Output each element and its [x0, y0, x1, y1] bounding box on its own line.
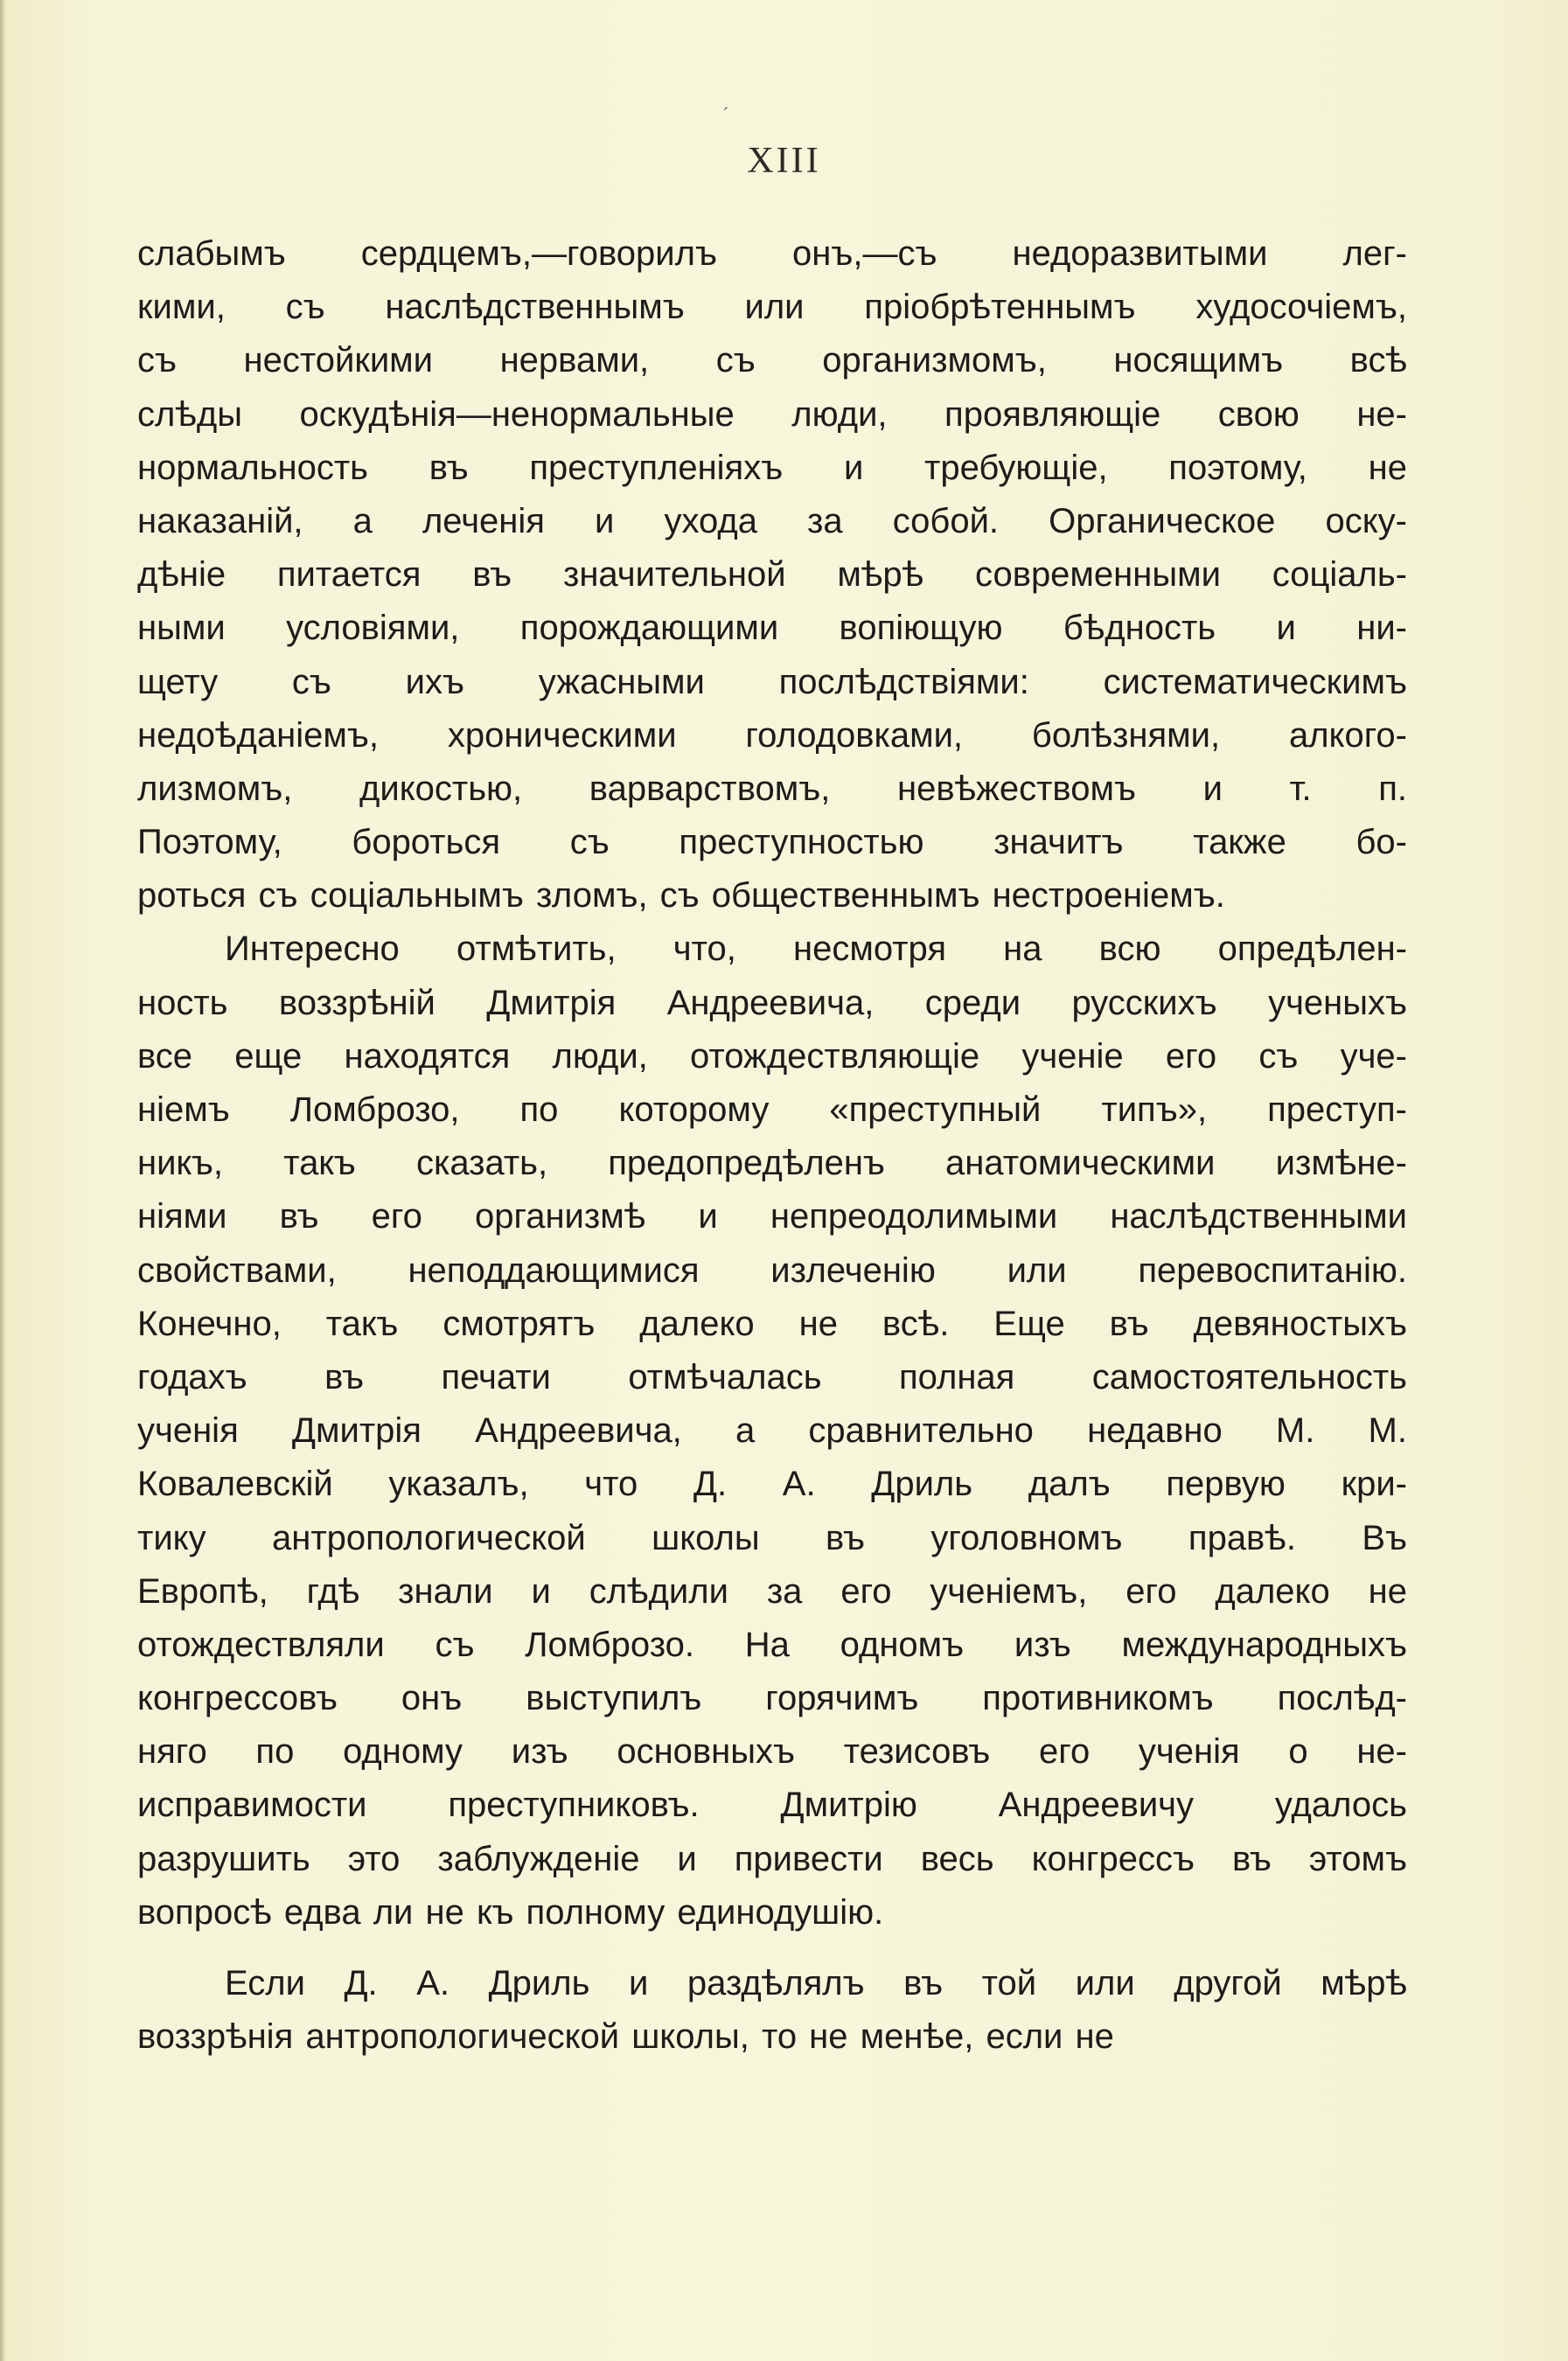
text-line: Если Д. А. Дриль и раздѣлялъ въ той или другой мѣрѣ [225, 1964, 1407, 2002]
text-line: слабымъ сердцемъ,—говорилъ онъ,—съ недоразвитыми лег- [137, 234, 1407, 273]
text-line: ученія Дмитрія Андреевича, а сравнительно недавно М. М. [137, 1411, 1407, 1451]
text-line: тику антропологической школы въ уголовномъ правѣ. Въ [137, 1518, 1407, 1557]
text-line: ными условіями, порождающими вопіющую бѣдность и ни- [137, 609, 1407, 648]
text-line: свойствами, неподдающимися излеченію или перевоспитанію. [137, 1250, 1407, 1290]
text-line: вопросѣ едва ли не къ полному единодушію. [137, 1892, 884, 1932]
text-line: щету съ ихъ ужасными послѣдствіями: систематическимъ [137, 662, 1407, 701]
text-line: лизмомъ, дикостью, варварствомъ, невѣжествомъ и т. п. [137, 769, 1407, 808]
paragraph [137, 227, 1407, 923]
text-line: Интересно отмѣтить, что, несмотря на всю опредѣлен- [225, 930, 1407, 969]
text-line: кими, съ наслѣдственнымъ или пріобрѣтеннымъ худосочіемъ, [137, 288, 1407, 327]
paragraph-gap [137, 1940, 1407, 1957]
page-number: XIII [747, 141, 821, 181]
text-line: съ нестойкими нервами, съ организмомъ, носящимъ всѣ [137, 341, 1407, 380]
text-line: конгрессовъ онъ выступилъ горячимъ противникомъ послѣд- [137, 1679, 1407, 1718]
text-line: отождествляли съ Ломброзо. На одномъ изъ международныхъ [137, 1625, 1407, 1664]
text-line: Европѣ, гдѣ знали и слѣдили за его ученіемъ, его далеко не [137, 1571, 1407, 1611]
text-line: ніями въ его организмѣ и непреодолимыми наслѣдственными [137, 1197, 1407, 1236]
text-line: ность воззрѣній Дмитрія Андреевича, среди русскихъ ученыхъ [137, 983, 1407, 1022]
text-line: Ковалевскій указалъ, что Д. А. Дриль далъ первую кри- [137, 1465, 1407, 1504]
text-line: слѣды оскудѣнія—ненормальные люди, проявляющіе свою не- [137, 394, 1407, 434]
paragraph [137, 1957, 1407, 2064]
text-line: годахъ въ печати отмѣчалась полная самостоятельность [137, 1357, 1407, 1396]
text-line: нормальность въ преступленіяхъ и требующіе, поэтому, не [137, 448, 1407, 487]
paragraph [137, 923, 1407, 1940]
text-line: воззрѣнія антропологической школы, то не менѣе, если не [137, 2017, 1114, 2057]
text-line: исправимости преступниковъ. Дмитрію Андреевичу удалось [137, 1786, 1407, 1825]
text-line: няго по одному изъ основныхъ тезисовъ его ученія о не- [137, 1732, 1407, 1772]
text-line: недоѣданіемъ, хроническими голодовками, болѣзнями, алкого- [137, 715, 1407, 755]
text-line: дѣніе питается въ значительной мѣрѣ современными соціаль- [137, 555, 1407, 595]
body-text [137, 227, 1407, 2064]
text-line: никъ, такъ сказать, предопредѣленъ анатомическими измѣне- [137, 1144, 1407, 1183]
text-line: наказаній, а леченія и ухода за собой. Органическое оску- [137, 501, 1407, 540]
text-line: разрушить это заблужденіе и привести весь конгрессъ въ этомъ [137, 1839, 1407, 1878]
text-line: Конечно, такъ смотрятъ далеко не всѣ. Еще въ девяностыхъ [137, 1304, 1407, 1343]
text-line: ніемъ Ломброзо, по которому «преступный типъ», преступ- [137, 1090, 1407, 1129]
page-binding-edge [0, 0, 5, 2361]
text-line: Поэтому, бороться съ преступностью значитъ также бо- [137, 823, 1407, 862]
stray-mark: ´ [722, 103, 729, 125]
text-line: все еще находятся люди, отождествляющіе ученіе его съ уче- [137, 1036, 1407, 1076]
text-line: роться съ соціальнымъ зломъ, съ общественнымъ нестроеніемъ. [137, 876, 1225, 916]
